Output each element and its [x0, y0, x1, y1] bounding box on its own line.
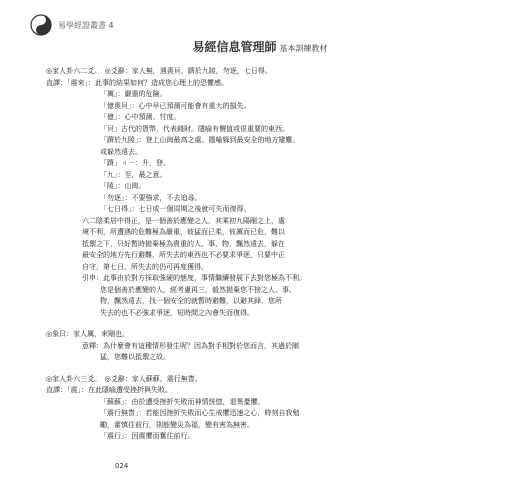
book-title — [0, 38, 520, 55]
text-line: 自守，第七日，所失去的仍可再度獲得。 — [82, 262, 208, 271]
text-line: 「震行無眚」：若能因挫折失敗而心生戒懼迅速之心，時刻自我勉 — [100, 409, 300, 417]
text-line: 「億喪貝」：心中早已預測可能會有重大的損失。 — [100, 101, 251, 110]
text-line: 勵，審慎往前行，則能變災為福，變有害為無害。 — [100, 420, 254, 429]
text-line: 「躋於九陵」：登上山崗最高之處。隱喻躲到最安全的地方避難。 — [100, 136, 300, 144]
text-line: 「震行」：因震懼而奮往前行。 — [100, 432, 195, 440]
text-line: 「躋」ㄐㄧ：升，登。 — [100, 159, 170, 167]
text-line: 猛，您難以抵禦之故。 — [100, 353, 170, 361]
text-line: 「蘇蘇」：由於遭受挫折失敗而神情恍惚，退異憂懼。 — [100, 397, 265, 406]
text-line: ◎家人卦六二爻。 ◎爻辭：家人無，遇喪貝，躋於九陵，勿逐，七日得。 — [46, 67, 272, 75]
text-line: 「九」：至，最之意。 — [100, 170, 167, 179]
text-line: 六二陰柔居中得正，是一個善於應變之人，其乘初九陽剛之上，處 — [82, 216, 285, 225]
text-line: 「陵」：山崗。 — [100, 182, 146, 190]
paragraph-gap — [46, 364, 460, 374]
text-line: 「勿逐」：不要強求，不去追尋。 — [100, 193, 202, 202]
text-line: 「億」：心中預測、忖度。 — [100, 113, 181, 121]
text-line: ◎象曰：家人厲，來剛也。 — [46, 330, 130, 338]
text-line: 最安全的地方先行避難，所失去的東西也不必要求爭逐，只要中正 — [82, 251, 285, 259]
yin-yang-logo-icon — [30, 14, 52, 36]
running-header — [30, 14, 114, 36]
series-title: 易學經證叢書 4 — [58, 20, 114, 30]
text-line: 「厲」：嚴重的危險。 — [100, 90, 167, 98]
text-line: 意釋：為什麼會有這種情形發生呢？因為對手相對於您而言，其過於剛 — [82, 341, 299, 350]
page-body — [46, 66, 460, 443]
text-line: 「七日得」：七日或一個周期之後就可失而復得。 — [100, 205, 251, 213]
text-line: 抵禦之下，只好暫時拋棄極為貴重的人、事、物，飄然遠去，躲在 — [82, 239, 285, 248]
text-line: 或躲然遠去。 — [100, 147, 142, 156]
text-line: ◎家人卦六三爻。 ◎爻辭：家人蘇蘇，震行無眚。 — [46, 374, 202, 383]
text-line: 物，飄然遠去，找一個安全的就暫時避難，以避其鋒，您所 — [100, 297, 282, 305]
paragraph-gap — [46, 319, 460, 329]
text-line: 失去的也不必強求爭逐，短時間之內會失而復得。 — [100, 308, 254, 317]
text-line: 引申：此事由於對方採取強硬的態度，事情繼續發展下去對您極為不利。 — [82, 274, 306, 282]
text-line: 直譯：「震」：在此隱喻遭受挫折與失敗。 — [46, 386, 172, 394]
text-line: 境不利，所遭遇的危難極為嚴重，彼猛而已柔，彼厲而已危，難以 — [82, 228, 285, 236]
book-title-sub: 基本訓練教材 — [279, 44, 328, 53]
page-number: 024 — [115, 462, 129, 470]
text-line: 您是個善於應變的人，經考慮再三，毅然拋棄您不捨之人、事、 — [100, 285, 296, 294]
text-line: 直譯：「震來」：此事的結果如何？造成您心理上的恐懼感。 — [46, 78, 228, 87]
book-title-main: 易經信息管理師 — [192, 40, 277, 54]
text-line: 「貝」古代的貨幣，代表錢財。隱喻有價值或很重要的東西。 — [100, 124, 289, 133]
